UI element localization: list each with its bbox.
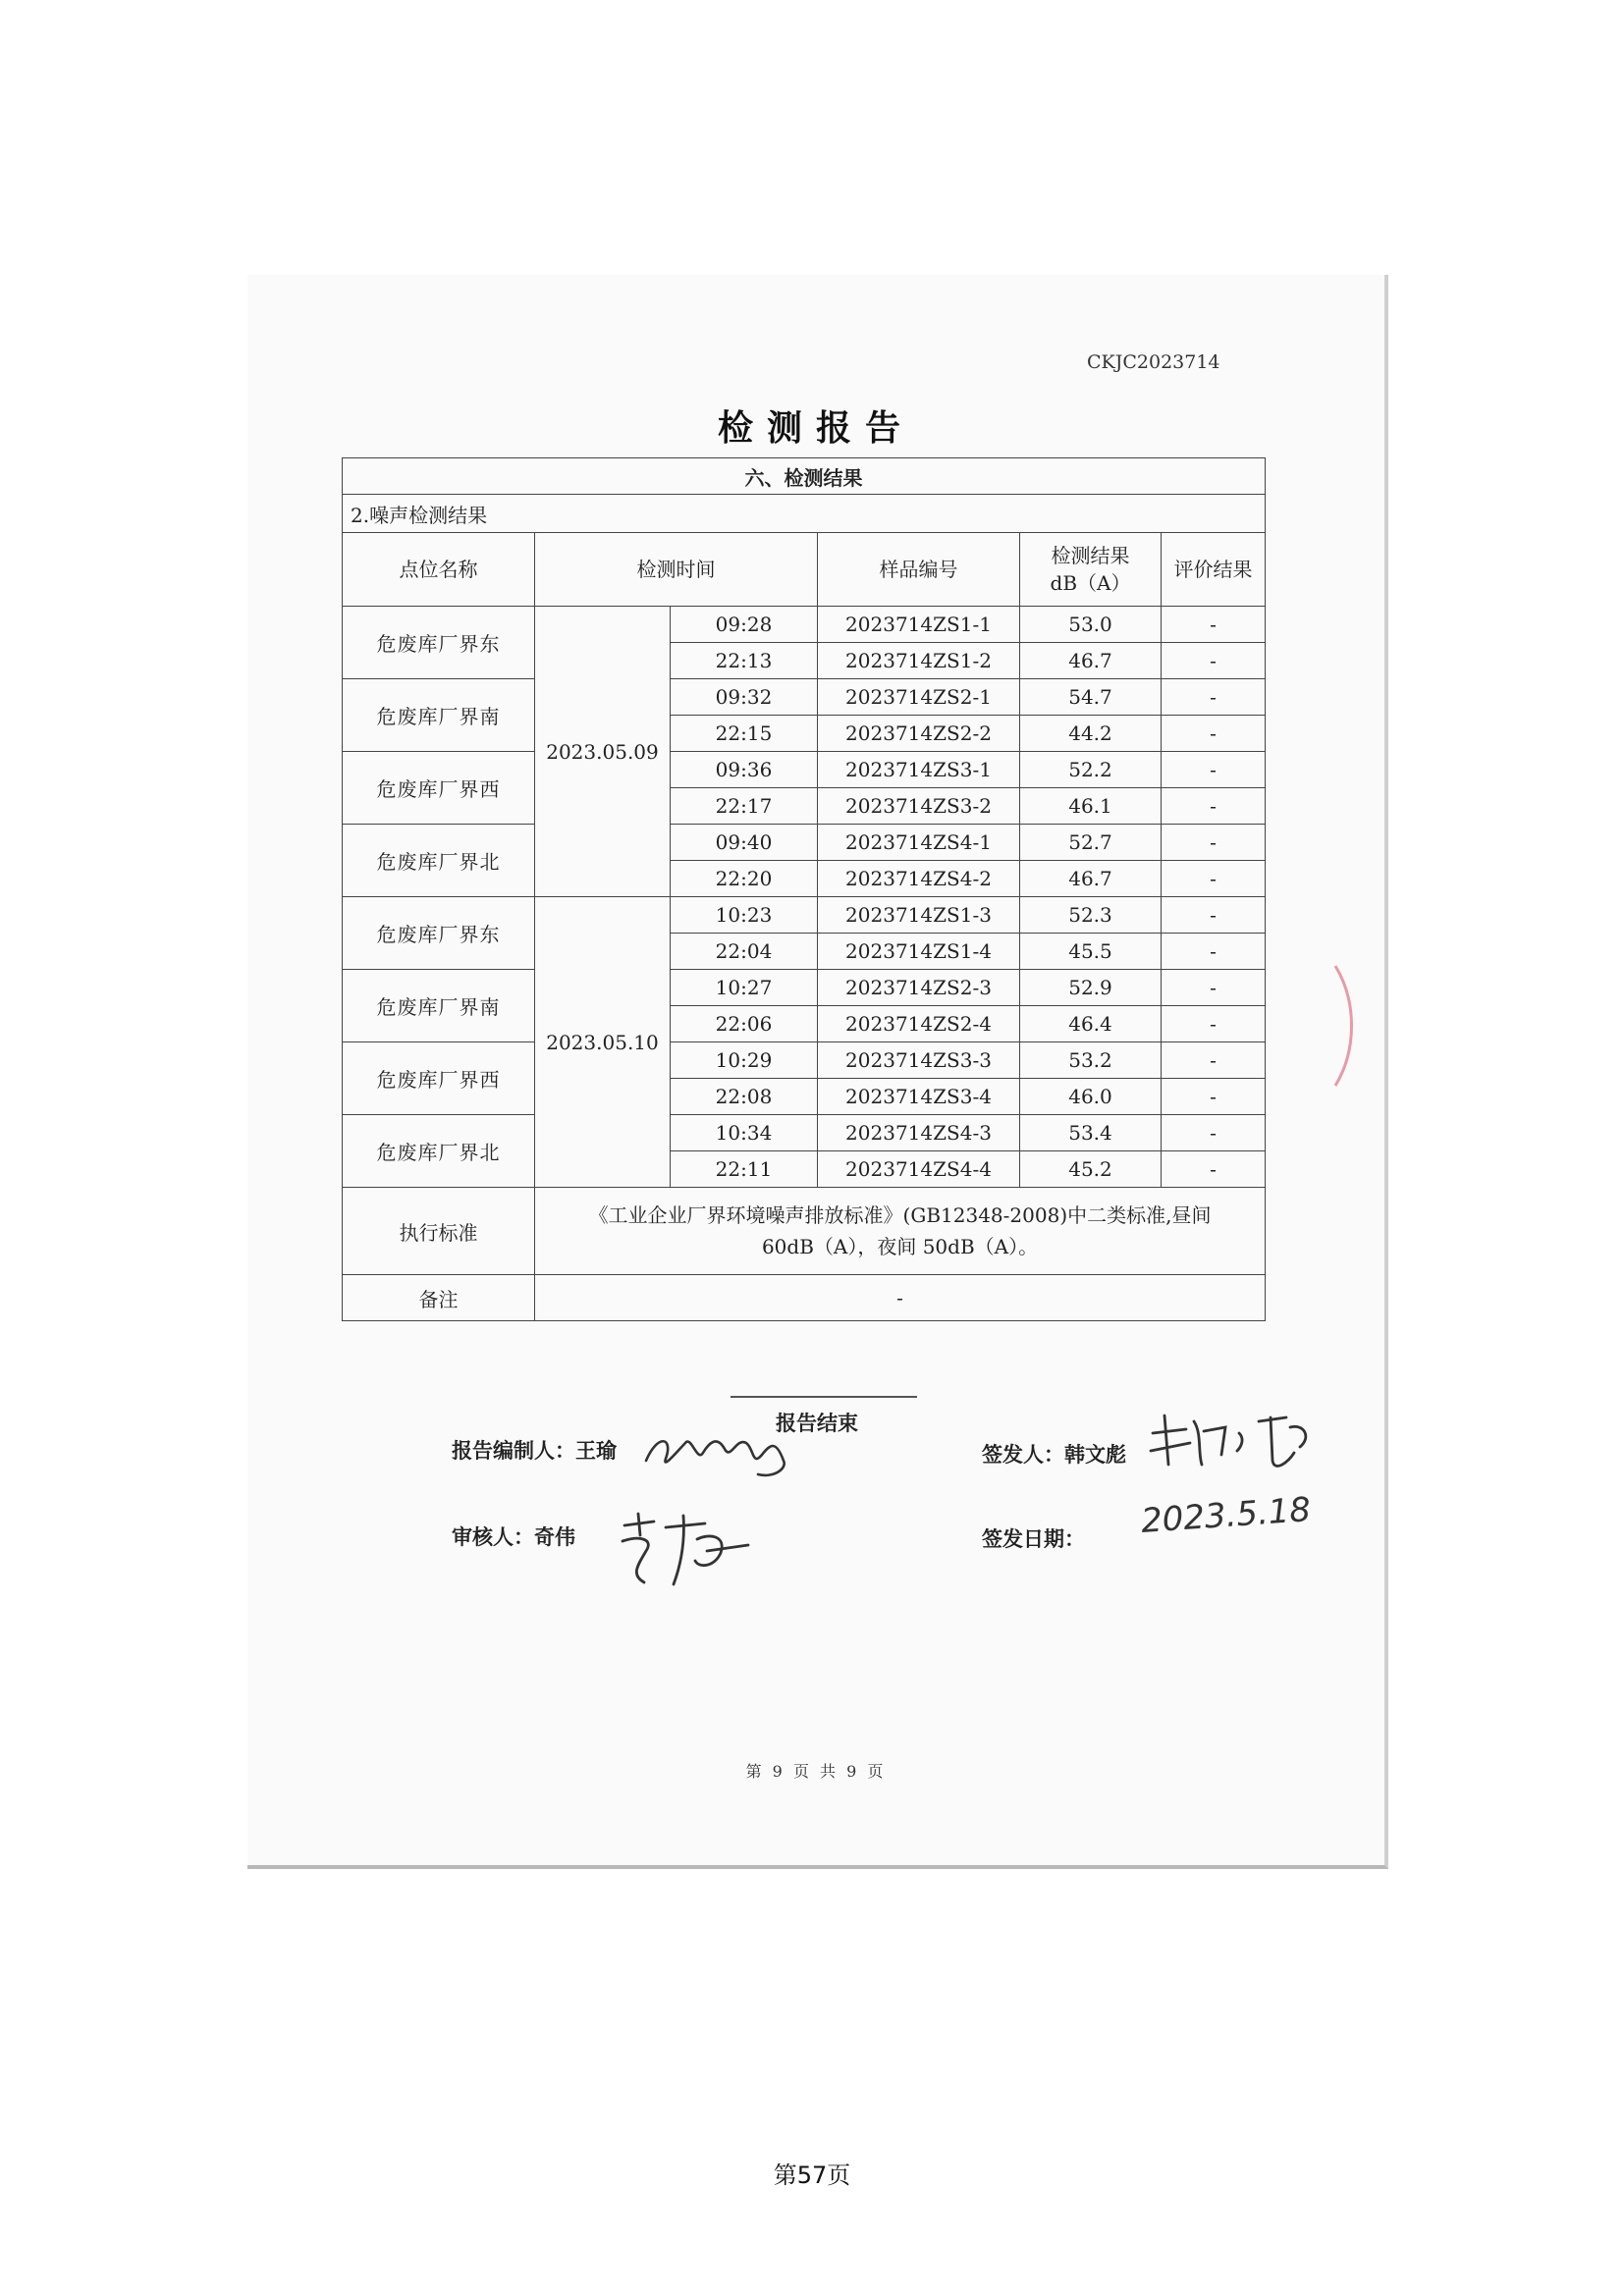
test-time: 09:28 [671,607,818,643]
col-result-header-line2: dB（A） [1050,571,1131,595]
sample-id: 2023714ZS2-2 [818,716,1020,752]
sample-id: 2023714ZS3-4 [818,1079,1020,1115]
test-time: 10:29 [671,1042,818,1079]
evaluation: - [1162,752,1266,788]
evaluation: - [1162,1006,1266,1042]
report-number: CKJC2023714 [1087,351,1220,373]
evaluation: - [1162,607,1266,643]
location-name: 危废库厂界北 [343,1115,535,1188]
remarks-row [343,1275,1266,1321]
issue-date-label: 签发日期： [982,1526,1085,1551]
sample-id: 2023714ZS2-1 [818,679,1020,716]
evaluation: - [1162,1115,1266,1151]
evaluation: - [1162,1079,1266,1115]
reviewer-label: 审核人：奇伟 [452,1524,575,1549]
table-row [343,970,1266,1006]
sample-id: 2023714ZS1-3 [818,897,1020,934]
test-date: 2023.05.10 [535,897,671,1188]
result-value: 52.2 [1020,752,1162,788]
table-row [343,752,1266,788]
result-value: 52.9 [1020,970,1162,1006]
subsection-title: 2.噪声检测结果 [343,495,1266,533]
location-name: 危废库厂界西 [343,752,535,825]
remarks-value: - [535,1275,1266,1321]
location-name: 危废库厂界南 [343,679,535,752]
issuer-signature [1143,1404,1329,1482]
table-row [343,679,1266,716]
evaluation: - [1162,897,1266,934]
test-time: 22:15 [671,716,818,752]
sample-id: 2023714ZS2-3 [818,970,1020,1006]
location-name: 危废库厂界南 [343,970,535,1042]
evaluation: - [1162,1042,1266,1079]
col-sample-header: 样品编号 [818,533,1020,607]
sample-id: 2023714ZS4-4 [818,1151,1020,1188]
test-time: 22:17 [671,788,818,825]
evaluation: - [1162,788,1266,825]
issue-date-handwritten: 2023.5.18 [1139,1490,1313,1541]
test-time: 22:06 [671,1006,818,1042]
col-location-header: 点位名称 [343,533,535,607]
test-time: 10:34 [671,1115,818,1151]
standard-text-line1: 《工业企业厂界环境噪声排放标准》(GB12348-2008)中二类标准,昼间 [588,1203,1212,1227]
result-value: 46.0 [1020,1079,1162,1115]
standard-text [535,1188,1266,1275]
sample-id: 2023714ZS4-1 [818,825,1020,861]
table-header-row [343,533,1266,607]
test-time: 22:04 [671,934,818,970]
result-value: 46.7 [1020,861,1162,897]
standard-text-line2: 60dB（A），夜间 50dB（A）。 [761,1235,1039,1258]
evaluation: - [1162,679,1266,716]
table-row [343,1115,1266,1151]
evaluation: - [1162,716,1266,752]
result-value: 46.1 [1020,788,1162,825]
test-time: 22:13 [671,643,818,679]
sample-id: 2023714ZS1-4 [818,934,1020,970]
evaluation: - [1162,861,1266,897]
compiler-label: 报告编制人：王瑜 [452,1438,617,1463]
remarks-label: 备注 [343,1275,535,1321]
test-time: 09:36 [671,752,818,788]
test-time: 22:20 [671,861,818,897]
sample-id: 2023714ZS3-2 [818,788,1020,825]
test-time: 09:40 [671,825,818,861]
test-time: 10:27 [671,970,818,1006]
issuer-label: 签发人：韩文彪 [982,1442,1126,1467]
col-result-header [1020,533,1162,607]
result-value: 54.7 [1020,679,1162,716]
scanned-report-page [247,275,1388,1869]
result-value: 53.0 [1020,607,1162,643]
col-evaluation-header: 评价结果 [1162,533,1266,607]
result-value: 53.2 [1020,1042,1162,1079]
result-value: 44.2 [1020,716,1162,752]
result-value: 46.7 [1020,643,1162,679]
sample-id: 2023714ZS4-2 [818,861,1020,897]
table-row [343,897,1266,934]
section-title: 六、检测结果 [343,458,1266,495]
evaluation: - [1162,1151,1266,1188]
test-time: 10:23 [671,897,818,934]
standard-label: 执行标准 [343,1188,535,1275]
sample-id: 2023714ZS4-3 [818,1115,1020,1151]
result-value: 52.7 [1020,825,1162,861]
location-name: 危废库厂界东 [343,607,535,679]
table-row [343,1042,1266,1079]
table-row [343,607,1266,643]
reviewer-signature [611,1506,768,1594]
evaluation: - [1162,825,1266,861]
standard-row [343,1188,1266,1275]
col-result-header-line1: 检测结果 [1051,544,1130,567]
report-end-text: 报告结束 [776,1411,858,1435]
col-time-header: 检测时间 [535,533,818,607]
report-title: 检测报告 [717,407,914,449]
sample-id: 2023714ZS3-3 [818,1042,1020,1079]
sample-id: 2023714ZS1-2 [818,643,1020,679]
location-name: 危废库厂界西 [343,1042,535,1115]
result-value: 45.2 [1020,1151,1162,1188]
location-name: 危废库厂界北 [343,825,535,897]
noise-results-table [342,457,1266,1321]
result-value: 46.4 [1020,1006,1162,1042]
end-divider [731,1396,917,1398]
sample-id: 2023714ZS2-4 [818,1006,1020,1042]
inner-page-footer: 第 9 页 共 9 页 [745,1762,887,1781]
test-date: 2023.05.09 [535,607,671,897]
evaluation: - [1162,934,1266,970]
result-value: 45.5 [1020,934,1162,970]
evaluation: - [1162,643,1266,679]
test-time: 09:32 [671,679,818,716]
location-name: 危废库厂界东 [343,897,535,970]
sample-id: 2023714ZS1-1 [818,607,1020,643]
result-value: 53.4 [1020,1115,1162,1151]
result-value: 52.3 [1020,897,1162,934]
test-time: 22:11 [671,1151,818,1188]
page-number: 第57页 [773,2162,851,2189]
table-row [343,825,1266,861]
compiler-signature [640,1414,807,1482]
test-time: 22:08 [671,1079,818,1115]
red-seal-edge [1331,962,1361,1090]
sample-id: 2023714ZS3-1 [818,752,1020,788]
evaluation: - [1162,970,1266,1006]
